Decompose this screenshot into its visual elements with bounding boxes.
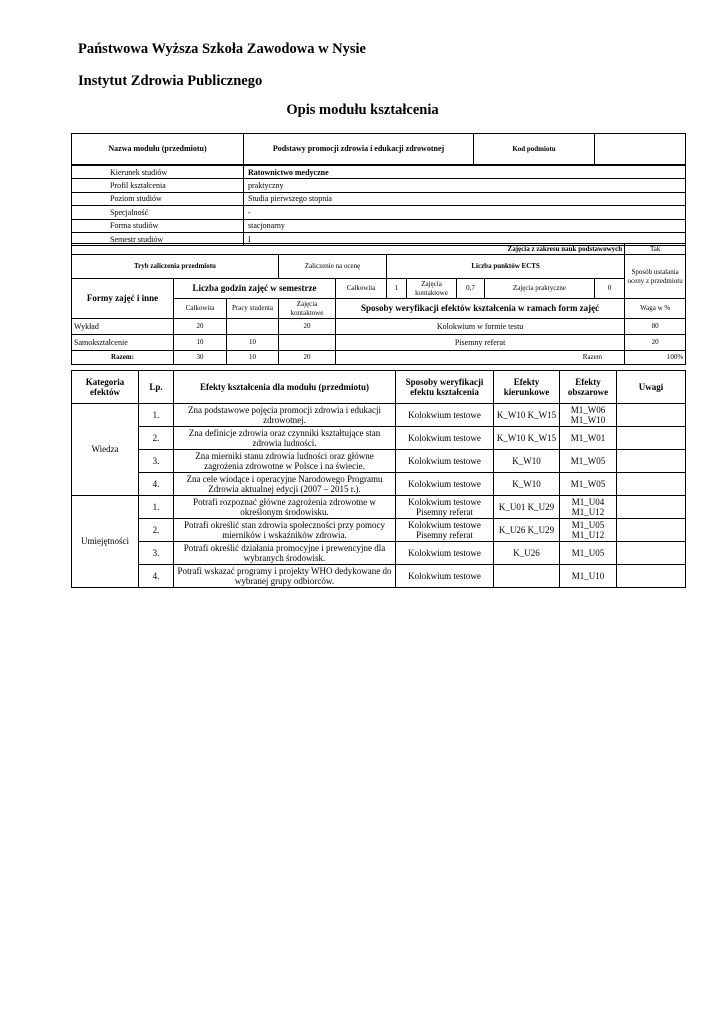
info-row <box>72 166 686 179</box>
module-code-label: Kod podmiotu <box>474 134 595 165</box>
hours-calk-header: Całkowita <box>174 299 227 319</box>
info-value: I <box>244 232 686 245</box>
module-name-label: Nazwa modułu (przedmiotu) <box>72 134 244 165</box>
ects-kontakt-value: 0,7 <box>457 279 485 299</box>
effect-lp: 3. <box>139 450 174 473</box>
effect-kierunkowe <box>494 565 560 588</box>
basic-sciences-value: Tak <box>625 244 686 255</box>
effect-obszarowe: M1_U04 M1_U12 <box>560 496 617 519</box>
effect-row <box>72 542 686 565</box>
university-title: Państwowa Wyższa Szkoła Zawodowa w Nysie <box>78 41 366 57</box>
hours-praca-header: Pracy studenta <box>227 299 279 319</box>
effect-obszarowe: M1_W05 <box>560 450 617 473</box>
form-weight: 80 <box>625 319 686 335</box>
effect-text: Potrafi rozpoznać główne zagrożenia zdrowotne w określonym środowisku. <box>174 496 396 519</box>
razem-weight-label: Razem <box>336 351 625 365</box>
effect-method: Kolokwium testowe <box>396 473 494 496</box>
info-row <box>72 179 686 192</box>
effect-notes <box>617 565 686 588</box>
ects-prakt-value: 0 <box>595 279 625 299</box>
tryb-value: Zaliczenie na ocenę <box>279 255 387 279</box>
kategoria-header: Kategoria efektów <box>72 371 139 404</box>
form-method: Kolokwium w formie testu <box>336 319 625 335</box>
efekty-header: Efekty kształcenia dla modułu (przedmiotu) <box>174 371 396 404</box>
godzin-label: Liczba godzin zajęć w semestrze <box>174 279 336 299</box>
effect-notes <box>617 427 686 450</box>
effect-kierunkowe: K_U01 K_U29 <box>494 496 560 519</box>
page-title: Opis modułu kształcenia <box>286 102 439 118</box>
ects-calk-value: 1 <box>387 279 407 299</box>
effect-method: Kolokwium testowe <box>396 450 494 473</box>
kierunkowe-header: Efekty kierunkowe <box>494 371 560 404</box>
effect-notes <box>617 404 686 427</box>
effect-method: Kolokwium testowe Pisemny referat <box>396 519 494 542</box>
effect-lp: 2. <box>139 427 174 450</box>
info-label: Kierunek studiów <box>72 166 244 179</box>
sposoby-header: Sposoby weryfikacji efektu kształcenia <box>396 371 494 404</box>
razem-label: Razem: <box>72 351 174 365</box>
study-info-table <box>71 165 686 246</box>
lp-header: Lp. <box>139 371 174 404</box>
effect-row <box>72 473 686 496</box>
effect-kierunkowe: K_U26 K_U29 <box>494 519 560 542</box>
effect-notes <box>617 473 686 496</box>
form-weight: 20 <box>625 335 686 351</box>
info-label: Specjalność <box>72 206 244 219</box>
form-calk: 20 <box>174 319 227 335</box>
effect-obszarowe: M1_W06 M1_W10 <box>560 404 617 427</box>
obszarowe-header: Efekty obszarowe <box>560 371 617 404</box>
effect-text: Potrafi określić działania promocyjne i prewencyjne dla wybranych środowisk. <box>174 542 396 565</box>
info-value: - <box>244 206 686 219</box>
effects-table <box>71 370 686 588</box>
form-kontakt <box>279 335 336 351</box>
uwagi-header: Uwagi <box>617 371 686 404</box>
effect-lp: 3. <box>139 542 174 565</box>
effect-text: Zna definicje zdrowia oraz czynniki kształtujące stan zdrowia ludności. <box>174 427 396 450</box>
classes-table <box>71 243 686 365</box>
effect-kierunkowe: K_U26 <box>494 542 560 565</box>
effect-obszarowe: M1_W05 <box>560 473 617 496</box>
effect-row <box>72 404 686 427</box>
module-name-table <box>71 133 686 165</box>
info-value: praktyczny <box>244 179 686 192</box>
effect-obszarowe: M1_U05 M1_U12 <box>560 519 617 542</box>
module-name-value: Podstawy promocji zdrowia i edukacji zdrowotnej <box>244 134 474 165</box>
hours-kontakt-header: Zajęcia kontaktowe <box>279 299 336 319</box>
tryb-label: Tryb zaliczenia przedmiotu <box>72 255 279 279</box>
info-row <box>72 206 686 219</box>
effect-text: Zna cele wiodące i operacyjne Narodowego Programu Zdrowia aktualnej edycji (2007 – 2015 r.). <box>174 473 396 496</box>
effect-kierunkowe: K_W10 K_W15 <box>494 404 560 427</box>
info-row <box>72 192 686 205</box>
form-calk: 10 <box>174 335 227 351</box>
effect-kierunkowe: K_W10 <box>494 450 560 473</box>
effect-text: Zna podstawowe pojęcia promocji zdrowia i edukacji zdrowotnej. <box>174 404 396 427</box>
info-row <box>72 219 686 232</box>
effect-lp: 4. <box>139 473 174 496</box>
module-code-value <box>595 134 686 165</box>
effect-category: Wiedza <box>72 404 139 496</box>
effect-text: Zna mierniki stanu zdrowia ludności oraz główne zagrożenia zdrowotne w Polsce i na świecie. <box>174 450 396 473</box>
class-form-row <box>72 335 686 351</box>
effect-notes <box>617 542 686 565</box>
razem-weight: 100% <box>625 351 686 365</box>
effect-row <box>72 519 686 542</box>
info-label: Profil kształcenia <box>72 179 244 192</box>
basic-sciences-label: Zajęcia z zakresu nauk podstawowych <box>72 244 625 255</box>
effect-method: Kolokwium testowe <box>396 565 494 588</box>
effect-kierunkowe: K_W10 <box>494 473 560 496</box>
form-kontakt: 20 <box>279 319 336 335</box>
info-value: Ratownictwo medyczne <box>244 166 686 179</box>
effect-kierunkowe: K_W10 K_W15 <box>494 427 560 450</box>
effect-notes <box>617 496 686 519</box>
effect-method: Kolokwium testowe Pisemny referat <box>396 496 494 519</box>
effect-text: Potrafi określić stan zdrowia społeczności przy pomocy mierników i wskaźników zdrowia. <box>174 519 396 542</box>
form-name: Samokształcenie <box>72 335 174 351</box>
razem-praca: 10 <box>227 351 279 365</box>
effect-obszarowe: M1_U10 <box>560 565 617 588</box>
effect-method: Kolokwium testowe <box>396 542 494 565</box>
effect-row <box>72 565 686 588</box>
info-value: Studia pierwszego stopnia <box>244 192 686 205</box>
effect-method: Kolokwium testowe <box>396 427 494 450</box>
waga-label: Waga w % <box>625 299 686 319</box>
effect-lp: 1. <box>139 496 174 519</box>
effect-text: Potrafi wskazać programy i projekty WHO dedykowane do wybranej grupy odbiorców. <box>174 565 396 588</box>
formy-label: Formy zajęć i inne <box>72 279 174 319</box>
effect-obszarowe: M1_U05 <box>560 542 617 565</box>
institute-title: Instytut Zdrowia Publicznego <box>78 73 263 89</box>
ects-kontakt-label: Zajęcia kontaktowe <box>407 279 457 299</box>
ects-calk-label: Całkowita <box>336 279 387 299</box>
sposoby-label: Sposoby weryfikacji efektów kształcenia w ramach form zajęć <box>336 299 625 319</box>
class-form-row <box>72 319 686 335</box>
form-praca: 10 <box>227 335 279 351</box>
info-label: Forma studiów <box>72 219 244 232</box>
form-praca <box>227 319 279 335</box>
effect-method: Kolokwium testowe <box>396 404 494 427</box>
effect-obszarowe: M1_W01 <box>560 427 617 450</box>
info-label: Poziom studiów <box>72 192 244 205</box>
effect-lp: 2. <box>139 519 174 542</box>
effect-row <box>72 496 686 519</box>
sposob-ustalania-label: Sposób ustalania oceny z przedmiotu <box>625 255 686 299</box>
effect-lp: 1. <box>139 404 174 427</box>
ects-prakt-label: Zajęcia praktyczne <box>485 279 595 299</box>
info-value: stacjonarny <box>244 219 686 232</box>
form-method: Pisemny referat <box>336 335 625 351</box>
effect-notes <box>617 519 686 542</box>
ects-label: Liczba punktów ECTS <box>387 255 625 279</box>
effect-notes <box>617 450 686 473</box>
effect-row <box>72 427 686 450</box>
form-name: Wykład <box>72 319 174 335</box>
effect-lp: 4. <box>139 565 174 588</box>
info-label: Semestr studiów <box>72 232 244 245</box>
effect-category: Umiejętności <box>72 496 139 588</box>
razem-kontakt: 20 <box>279 351 336 365</box>
effect-row <box>72 450 686 473</box>
razem-calk: 30 <box>174 351 227 365</box>
